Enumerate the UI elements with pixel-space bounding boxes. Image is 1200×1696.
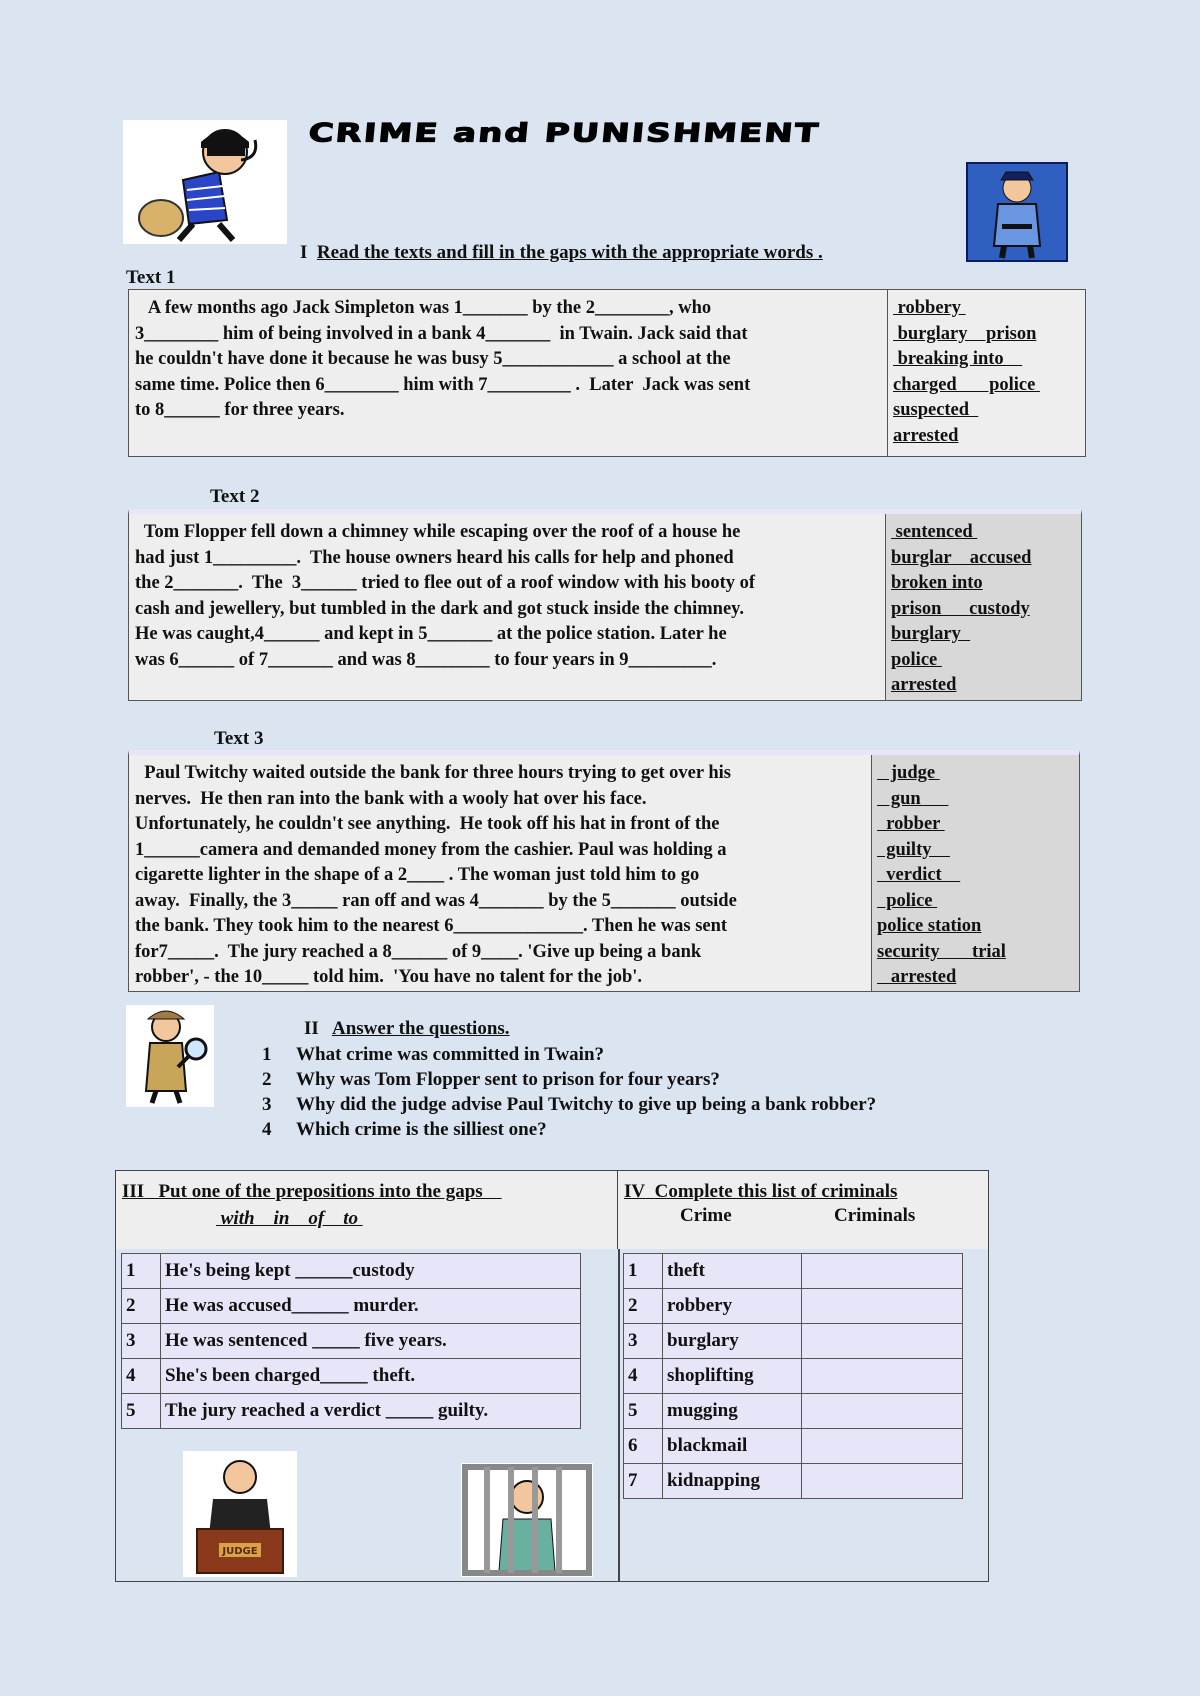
text3-box: [128, 750, 1080, 992]
table-row: [624, 1254, 963, 1289]
criminal-answer-cell[interactable]: [802, 1359, 963, 1394]
table-row: [624, 1464, 963, 1499]
exercises-frame: [115, 1170, 989, 1582]
crime-cell: kidnapping: [663, 1464, 802, 1499]
prepositions-list: with in of to: [216, 1208, 363, 1229]
table-row: [624, 1429, 963, 1464]
word-box-item: police: [877, 890, 938, 911]
sentence-cell: He's being kept ______custody: [161, 1254, 581, 1289]
text1-line: A few months ago Jack Simpleton was 1_______ by the 2________, who: [135, 298, 712, 318]
row-number: 7: [624, 1464, 663, 1499]
text1-line: he couldn't have done it because he was busy 5____________ a school at the: [135, 349, 731, 369]
question-item: [262, 1092, 876, 1117]
crime-cell: mugging: [663, 1394, 802, 1429]
text2-box: [128, 509, 1082, 701]
section4-title: [624, 1181, 897, 1203]
word-box-item: police station: [877, 916, 982, 936]
text1-box: [128, 289, 1086, 457]
row-number: 2: [624, 1289, 663, 1324]
text2-label: Text 2: [210, 486, 260, 507]
row-number: 3: [624, 1324, 663, 1359]
robber-picture: [123, 120, 287, 244]
text3-line: nerves. He then ran into the bank with a wooly hat over his face.: [135, 788, 647, 809]
prepositions-table: [121, 1253, 581, 1429]
word-box-item: judge: [877, 763, 940, 783]
text3-line: Paul Twitchy waited outside the bank for three hours trying to get over his: [135, 763, 731, 783]
row-number: 4: [624, 1359, 663, 1394]
question-number: 2: [262, 1069, 272, 1090]
question-number: 1: [262, 1044, 272, 1065]
section3-number: III: [122, 1181, 145, 1202]
police-officer-picture: [966, 162, 1068, 262]
text2-line: He was caught,4______ and kept in 5_______ at the police station. Later he: [135, 624, 727, 644]
row-number: 4: [122, 1359, 161, 1394]
table-row: [122, 1359, 581, 1394]
row-number: 1: [624, 1254, 663, 1289]
text1-line: to 8______ for three years.: [135, 400, 345, 420]
question-number: 3: [262, 1094, 272, 1115]
word-box-item: burglary: [891, 624, 971, 644]
row-number: 5: [624, 1394, 663, 1429]
text2-line: had just 1_________. The house owners heard his calls for help and phoned: [135, 547, 734, 568]
text1-line: 3________ him of being involved in a bank 4_______ in Twain. Jack said that: [135, 323, 748, 344]
text3-line: the bank. They took him to the nearest 6______________. Then he was sent: [135, 916, 728, 936]
question-item: [262, 1117, 876, 1142]
row-number: 6: [624, 1429, 663, 1464]
word-box-item: charged police: [893, 374, 1040, 395]
sentence-cell: The jury reached a verdict _____ guilty.: [161, 1394, 581, 1429]
detective-picture: [126, 1005, 214, 1107]
section1-instruction: [300, 242, 823, 264]
question-text: Why did the judge advise Paul Twitchy to give up being a bank robber?: [296, 1094, 877, 1115]
row-number: 5: [122, 1394, 161, 1429]
criminals-column-header: Criminals: [834, 1205, 916, 1226]
word-box-item: security trial: [877, 941, 1006, 962]
criminal-answer-cell[interactable]: [802, 1464, 963, 1499]
criminal-answer-cell[interactable]: [802, 1324, 963, 1359]
table-row: [122, 1289, 581, 1324]
crime-cell: blackmail: [663, 1429, 802, 1464]
text1-line: same time. Police then 6________ him with 7_________ . Later Jack was sent: [135, 374, 751, 395]
word-box-item: police: [891, 649, 942, 670]
text2-passage: [135, 520, 755, 673]
section3-header: [116, 1171, 618, 1249]
text2-line: cash and jewellery, but tumbled in the dark and got stuck inside the chimney.: [135, 598, 745, 619]
text1-label: Text 1: [126, 267, 176, 288]
text1-passage: [135, 296, 750, 424]
table-row: [122, 1394, 581, 1429]
crime-cell: robbery: [663, 1289, 802, 1324]
word-box-item: gun: [877, 788, 949, 809]
section2-instruction: [304, 1018, 510, 1040]
word-box-item: burglar accused: [891, 547, 1032, 568]
text3-word-box: [871, 755, 1079, 991]
word-box-item: suspected: [893, 400, 979, 420]
word-box-item: arrested: [893, 425, 959, 446]
text1-word-box: [887, 290, 1085, 456]
word-box-item: robber: [877, 814, 945, 834]
crime-cell: burglary: [663, 1324, 802, 1359]
column-divider: [618, 1249, 620, 1581]
section4-header: [618, 1171, 988, 1249]
text3-line: for7_____. The jury reached a 8______ of 9____. 'Give up being a bank: [135, 941, 702, 962]
criminal-answer-cell[interactable]: [802, 1429, 963, 1464]
table-row: [624, 1394, 963, 1429]
table-row: [122, 1324, 581, 1359]
text2-line: the 2_______. The 3______ tried to flee out of a roof window with his booty of: [135, 573, 756, 593]
criminal-answer-cell[interactable]: [802, 1254, 963, 1289]
question-number: 4: [262, 1119, 272, 1140]
crime-cell: theft: [663, 1254, 802, 1289]
crime-column-header: Crime: [680, 1205, 732, 1226]
section1-number: I: [300, 242, 308, 263]
word-box-item: guilty: [877, 839, 950, 860]
word-box-item: burglary prison: [893, 323, 1037, 344]
sentence-cell: She's been charged_____ theft.: [161, 1359, 581, 1394]
text2-line: was 6______ of 7_______ and was 8________ to four years in 9_________.: [135, 649, 717, 670]
text3-line: 1______camera and demanded money from the cashier. Paul was holding a: [135, 839, 727, 860]
page-title: CRIME and PUNISHMENT: [307, 118, 822, 148]
section3-title: [122, 1181, 502, 1203]
section4-instruction: Complete this list of criminals: [654, 1181, 898, 1202]
word-box-item: broken into: [891, 573, 983, 593]
word-box-item: sentenced: [891, 522, 978, 542]
criminal-answer-cell[interactable]: [802, 1394, 963, 1429]
question-item: [262, 1042, 876, 1067]
text2-word-box: [885, 514, 1081, 700]
section3-instruction: Put one of the prepositions into the gaps: [158, 1181, 502, 1202]
question-item: [262, 1067, 876, 1092]
crime-cell: shoplifting: [663, 1359, 802, 1394]
row-number: 2: [122, 1289, 161, 1324]
question-text: What crime was committed in Twain?: [296, 1044, 605, 1065]
section2-instruction-text: Answer the questions.: [332, 1018, 510, 1039]
judge-picture: [183, 1451, 297, 1577]
row-number: 3: [122, 1324, 161, 1359]
row-number: 1: [122, 1254, 161, 1289]
table-row: [624, 1359, 963, 1394]
text3-line: away. Finally, the 3_____ ran off and was 4_______ by the 5_______ outside: [135, 890, 737, 911]
table-row: [624, 1289, 963, 1324]
question-text: Which crime is the silliest one?: [296, 1119, 547, 1140]
table-row: [122, 1254, 581, 1289]
word-box-item: arrested: [877, 967, 957, 987]
section4-number: IV: [624, 1181, 646, 1202]
word-box-item: robbery: [893, 298, 966, 318]
criminal-answer-cell[interactable]: [802, 1289, 963, 1324]
question-list: [262, 1042, 876, 1142]
word-box-item: verdict: [877, 865, 961, 885]
text3-line: Unfortunately, he couldn't see anything. He took off his hat in front of the: [135, 814, 720, 834]
text3-line: robber', - the 10_____ told him. 'You have no talent for the job'.: [135, 967, 643, 987]
text3-line: cigarette lighter in the shape of a 2____ . The woman just told him to go: [135, 865, 700, 885]
word-box-item: breaking into: [893, 349, 1023, 369]
sentence-cell: He was accused______ murder.: [161, 1289, 581, 1324]
criminals-table: [623, 1253, 963, 1499]
judge-sign-text: JUDGE: [222, 1546, 258, 1557]
word-box-item: prison custody: [891, 598, 1030, 619]
word-box-item: arrested: [891, 675, 957, 695]
text2-line: Tom Flopper fell down a chimney while escaping over the roof of a house he: [135, 522, 741, 542]
table-row: [624, 1324, 963, 1359]
section1-instruction-text: Read the texts and fill in the gaps with the appropriate words .: [316, 242, 823, 263]
prisoner-picture: [461, 1463, 593, 1577]
question-text: Why was Tom Flopper sent to prison for four years?: [296, 1069, 720, 1090]
section2-number: II: [304, 1018, 319, 1039]
sentence-cell: He was sentenced _____ five years.: [161, 1324, 581, 1359]
text3-passage: [135, 761, 737, 991]
text3-label: Text 3: [214, 728, 264, 749]
